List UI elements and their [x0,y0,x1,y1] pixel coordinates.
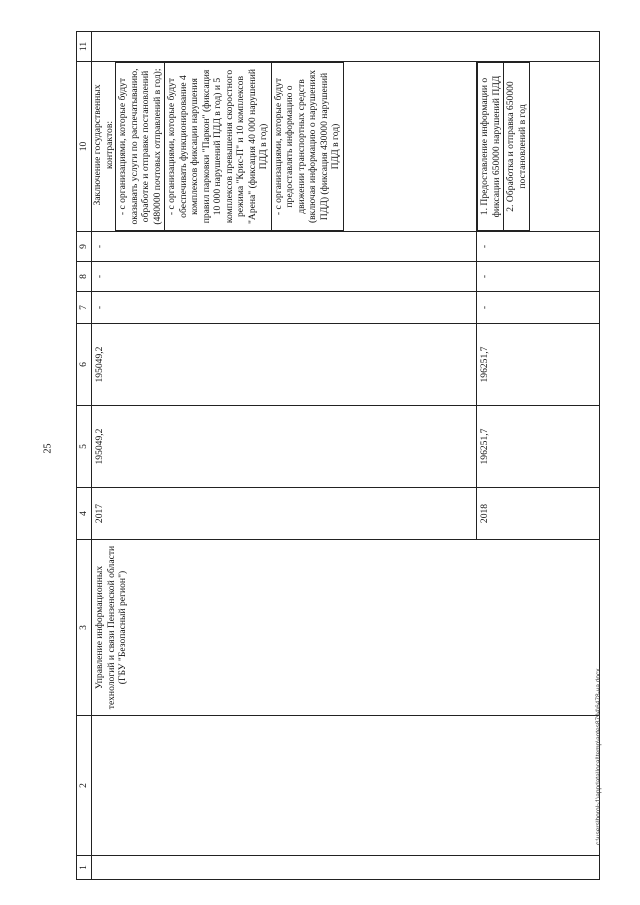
cell-amount-total-2018: 196251,7 [477,406,600,488]
cell-executor: Управление информационных технологий и связи Пензенской области (ГБУ "Безопасный регион") [92,540,600,716]
cell-col2 [92,716,600,856]
header-row [77,32,92,880]
cell-amount-regional-2017: 195049,2 [92,324,477,406]
col-header-8: 8 [77,262,92,292]
col-header-4: 4 [77,488,92,540]
col-header-10: 10 [77,62,92,232]
cell-col11 [92,32,600,62]
cell-year-2018: 2018 [477,488,600,540]
col-header-5: 5 [77,406,92,488]
page-number: 25 [42,443,54,454]
col-header-2: 2 [77,716,92,856]
table-row [92,32,477,880]
contracts-subtable [115,62,344,231]
rotated-table-container [76,32,600,880]
cell-year-2017: 2017 [92,488,477,540]
cell-amount-regional-2018: 196251,7 [477,324,600,406]
services-subtable [477,62,530,231]
col-header-1: 1 [77,856,92,880]
service-item: 2. Обработка и отправка 650000 постановлений в год [504,63,530,231]
cell-col9-2018: - [477,232,600,262]
footer-file-path: c:\users\borol~1\appdata\local\temp\aotes8794\6478-на.docx [595,668,602,845]
col-header-7: 7 [77,292,92,324]
cell-amount-total-2017: 195049,2 [92,406,477,488]
cell-col1 [92,856,600,880]
cell-col7-2017: - [92,292,477,324]
service-item: 1. Предоставление информации о фиксации 650000 нарушений ПДД [478,63,504,231]
col-header-3: 3 [77,540,92,716]
contract-item: - с организациями, которые будут предоставлять информацию о движении транспортных средств (включая информацию о нарушениях ПДД) (фиксация 430000 нарушений ПДД в год) [271,63,343,231]
col-header-9: 9 [77,232,92,262]
data-table [76,31,600,880]
col-header-6: 6 [77,324,92,406]
contract-item: - с организациями, которые будут оказывать услуги по распечатыванию, обработке и отправке постановлений (480000 почтовых отправлений в год); [116,63,165,231]
cell-col8-2017: - [92,262,477,292]
cell-col9-2017: - [92,232,477,262]
col-header-11: 11 [77,32,92,62]
description-lead: Заключение государственных контрактов: [92,84,115,206]
cell-description-2017 [92,62,477,232]
contract-item: - с организациями, которые будут обеспечивать функционирование 4 комплексов фиксации нарушения правил парковки "Паркон" (фиксация 10 000 нарушений ПДД в год) и 5 комплексов превышения скоростного режима "Крис-П" и 10 комплексов "Арена" (фиксация 40 000 нарушений ПДД в год) [165,63,272,231]
cell-col8-2018: - [477,262,600,292]
cell-col7-2018: - [477,292,600,324]
cell-description-2018 [477,62,600,232]
